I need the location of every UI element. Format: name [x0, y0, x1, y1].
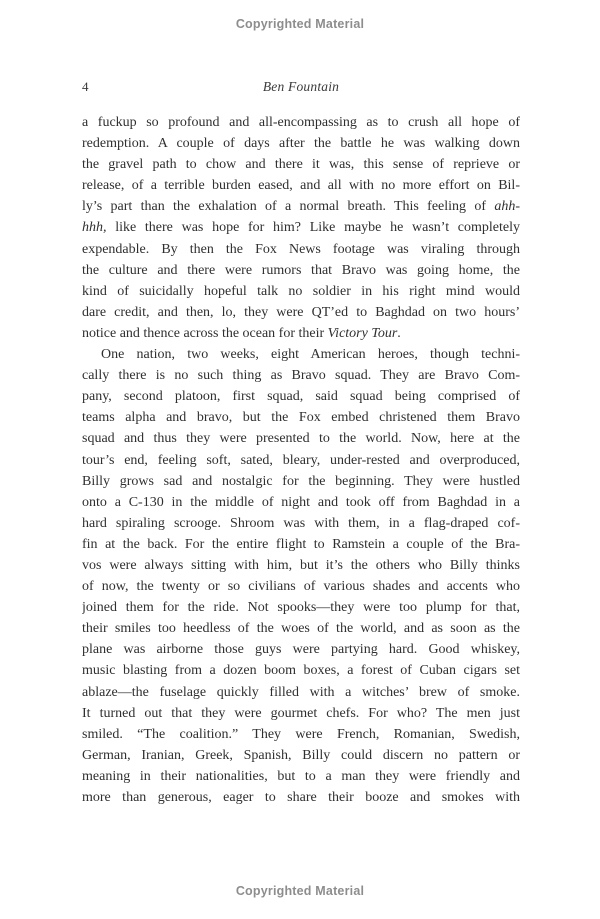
text-segment: notice and thence across the ocean for their	[82, 325, 328, 341]
text-line	[82, 344, 520, 365]
text-segment: expendable. By then the Fox News footage was viraling through	[82, 241, 520, 257]
text-line	[82, 492, 520, 513]
text-segment: squad and thus they were presented to the world. Now, here at the	[82, 431, 520, 447]
text-segment: joined them for the ride. Not spooks—they were too plump for that,	[82, 600, 520, 616]
text-segment: pany, second platoon, first squad, said squad being comprised of	[82, 389, 520, 405]
text-line	[82, 428, 520, 449]
text-line	[82, 745, 520, 766]
text-segment: vos were always sitting with him, but it’s the others who Billy thinks	[82, 557, 520, 573]
text-line	[82, 260, 520, 281]
text-segment: their smiles too heedless of the woes of the world, and as soon as the	[82, 621, 520, 637]
text-line	[82, 386, 520, 407]
text-line	[82, 766, 520, 787]
text-line	[82, 133, 520, 154]
text-segment: tour’s end, feeling soft, sated, bleary, under-rested and overproduced,	[82, 452, 520, 468]
text-segment: ly’s part than the exhalation of a normal breath. This feeling of	[82, 199, 495, 215]
text-line	[82, 576, 520, 597]
text-line	[82, 682, 520, 703]
text-line	[82, 703, 520, 724]
text-line	[82, 513, 520, 534]
running-header	[82, 79, 520, 95]
text-line	[82, 555, 520, 576]
copyright-notice-bottom: Copyrighted Material	[235, 884, 365, 898]
text-segment: a fuckup so profound and all-encompassing as to crush all hope of	[82, 115, 520, 130]
page-number: 4	[82, 79, 89, 94]
text-segment: .	[397, 325, 401, 341]
text-segment: release, of a terrible burden eased, and all with no more effort on Bil-	[82, 178, 520, 194]
text-segment: music blasting from a dozen boom boxes, a forest of Cuban cigars set	[82, 663, 520, 679]
text-segment: cally there is no such thing as Bravo squad. They are Bravo Com-	[82, 368, 520, 384]
text-line	[82, 639, 520, 660]
text-line	[82, 618, 520, 639]
italic-text-segment: Victory Tour	[327, 325, 398, 341]
text-segment: the culture and there were rumors that Bravo was going home, the	[82, 262, 520, 278]
italic-text-segment: hhh,	[82, 220, 107, 236]
text-line	[82, 239, 520, 260]
text-segment: like there was hope for him? Like maybe he wasn’t completely	[106, 220, 520, 236]
text-segment: teams alpha and bravo, but the Fox embed christened them Bravo	[82, 410, 520, 426]
text-segment: onto a C-130 in the middle of night and took off from Baghdad in a	[82, 494, 520, 510]
text-line	[82, 323, 520, 344]
text-line	[82, 724, 520, 745]
text-segment: ablaze—the fuselage quickly filled with a witches’ brew of smoke.	[82, 684, 520, 700]
text-line	[82, 154, 520, 175]
text-segment: more than generous, eager to share their booze and smokes with	[82, 790, 520, 805]
text-line	[82, 407, 520, 428]
text-segment: fin at the back. For the entire flight to Ramstein a couple of the Bra-	[82, 536, 520, 552]
text-line	[82, 196, 520, 217]
text-line	[82, 471, 520, 492]
text-line	[82, 175, 520, 196]
text-line	[82, 217, 520, 238]
text-segment: It turned out that they were gourmet chefs. For who? The men just	[82, 705, 520, 721]
text-segment: plane was airborne those guys were partying hard. Good whiskey,	[82, 642, 520, 658]
text-line	[82, 597, 520, 618]
text-line	[82, 787, 520, 808]
text-segment: the gravel path to chow and there it was, this sense of reprieve or	[82, 157, 520, 173]
text-line	[82, 450, 520, 471]
text-segment: hard spiraling scrooge. Shroom was with them, in a flag-draped cof-	[82, 515, 520, 531]
text-line	[82, 534, 520, 555]
text-segment: meaning in their nationalities, but to a man they were friendly and	[82, 768, 520, 784]
body-text	[82, 112, 520, 808]
text-line	[82, 365, 520, 386]
text-segment: German, Iranian, Greek, Spanish, Billy could discern no pattern or	[82, 747, 520, 763]
text-segment: smiled. “The coalition.” They were French, Romanian, Swedish,	[82, 726, 520, 742]
text-segment: dare credit, and then, lo, they were QT’ed to Baghdad on two hours’	[82, 304, 520, 320]
copyright-notice-top: Copyrighted Material	[235, 17, 365, 31]
text-line	[82, 112, 520, 133]
text-segment: Billy grows sad and nostalgic for the beginning. They were hustled	[82, 473, 520, 489]
italic-text-segment: ahh-	[494, 199, 520, 215]
text-line	[82, 660, 520, 681]
running-header-title: Ben Fountain	[262, 79, 340, 94]
text-segment: kind of suicidally hopeful talk no soldier in his right mind would	[82, 283, 520, 299]
text-line	[82, 302, 520, 323]
text-segment: One nation, two weeks, eight American heroes, though techni-	[101, 347, 520, 363]
text-line	[82, 281, 520, 302]
text-segment: redemption. A couple of days after the battle he was walking down	[82, 136, 520, 152]
text-segment: of now, the twenty or so civilians of various shades and accents who	[82, 579, 520, 595]
